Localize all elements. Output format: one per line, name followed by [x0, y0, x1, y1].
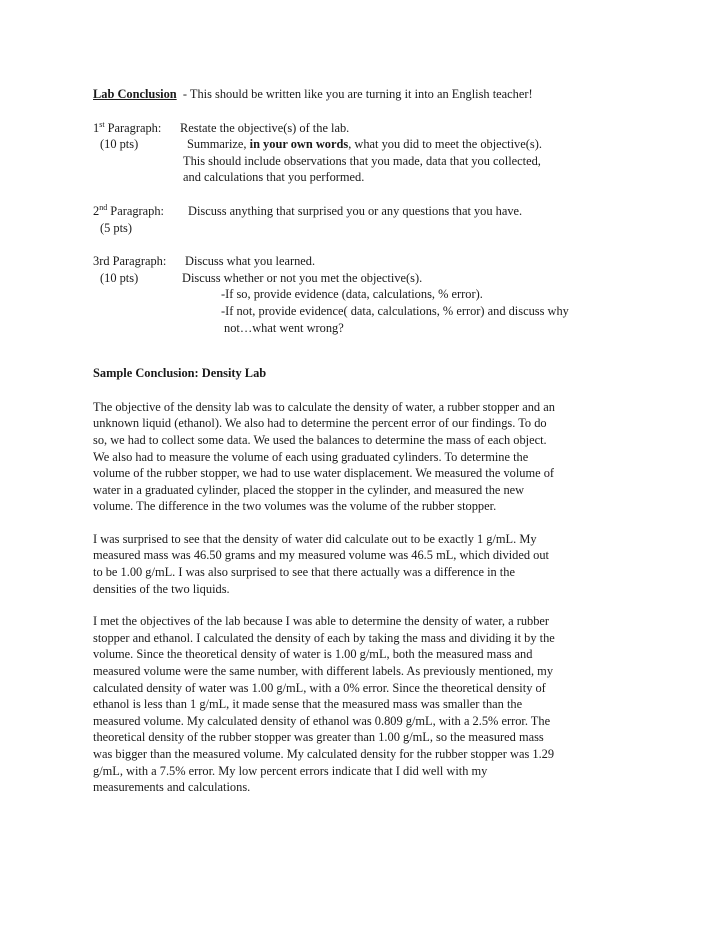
rubric-3-line-5: not…what went wrong?	[224, 320, 344, 335]
rubric-1-line-4: and calculations that you performed.	[183, 170, 365, 185]
rubric-2-line-1: Discuss anything that surprised you or any questions that you have.	[188, 203, 523, 218]
rubric-label-1: 1st Paragraph:	[93, 119, 162, 135]
rubric-second-paragraph	[93, 203, 633, 236]
rubric-points-3: (10 pts)	[100, 270, 139, 285]
header-line	[93, 86, 633, 103]
rubric-3-line-3: -If so, provide evidence (data, calculations, % error).	[221, 287, 483, 302]
rubric-3-line-1: Discuss what you learned.	[185, 254, 316, 269]
rubric-1-line-2: Summarize, in your own words, what you did to meet the objective(s).	[187, 137, 542, 152]
rubric-3-line-2: Discuss whether or not you met the objective(s).	[182, 270, 423, 285]
lab-conclusion-subtitle: - This should be written like you are turning it into an English teacher!	[182, 87, 533, 101]
sample-paragraph-2: I was surprised to see that the density of water did calculate out to be exactly 1 g/mL. My measured mass was 46.50 grams and my measured volume was 46.5 mL, which divided out to be 1.00 g/mL. I was also surprised to see that there actually was a difference in the densities of the two liquids.	[93, 531, 549, 596]
rubric-1-line-3: This should include observations that you made, data that you collected,	[183, 153, 541, 168]
rubric-3-line-4: -If not, provide evidence( data, calculations, % error) and discuss why	[221, 303, 569, 318]
rubric-points-1: (10 pts)	[100, 137, 139, 152]
rubric-points-2: (5 pts)	[100, 220, 133, 235]
document-page	[93, 86, 633, 796]
rubric-third-paragraph	[93, 253, 633, 336]
rubric-label-2: 2nd Paragraph:	[93, 202, 164, 218]
lab-conclusion-title: Lab Conclusion	[93, 87, 177, 101]
sample-paragraph-1: The objective of the density lab was to calculate the density of water, a rubber stopper and an unknown liquid (ethanol). We also had to determine the percent error of our findings. To do so, we had to collect some data. We used the balances to determine the mass of each object. We also had to measure the volume of each using graduated cylinders. To determine the volume of the rubber stopper, we had to use water displacement. We measured the volume of water in a graduated cylinder, placed the stopper in the cylinder, and measured the new volume. The difference in the two volumes was the volume of the rubber stopper.	[93, 399, 555, 514]
sample-conclusion-title: Sample Conclusion: Density Lab	[93, 366, 267, 381]
sample-paragraph-3: I met the objectives of the lab because I was able to determine the density of water, a rubber stopper and ethanol. I calculated the density of each by taking the mass and dividing it by the volume. Since the theoretical density of water is 1.00 g/mL, both the measured mass and measured volume were the same number, with different labels. As previously mentioned, my calculated density of water was 1.00 g/mL, with a 0% error. Since the theoretical density of ethanol is less than 1 g/mL, it made sense that the measured mass was smaller than the measured volume. My calculated density of ethanol was 0.809 g/mL, with a 2.5% error. The theoretical density of the rubber stopper was greater than 1.00 g/mL, so the measured mass was bigger than the measured volume. My calculated density for the rubber stopper was 1.29 g/mL, with a 7.5% error. My low percent errors indicate that I did well with my measurements and calculations.	[93, 614, 555, 795]
rubric-1-line-1: Restate the objective(s) of the lab.	[180, 120, 350, 135]
rubric-label-3: 3rd Paragraph:	[93, 254, 167, 269]
rubric-first-paragraph	[93, 120, 633, 186]
